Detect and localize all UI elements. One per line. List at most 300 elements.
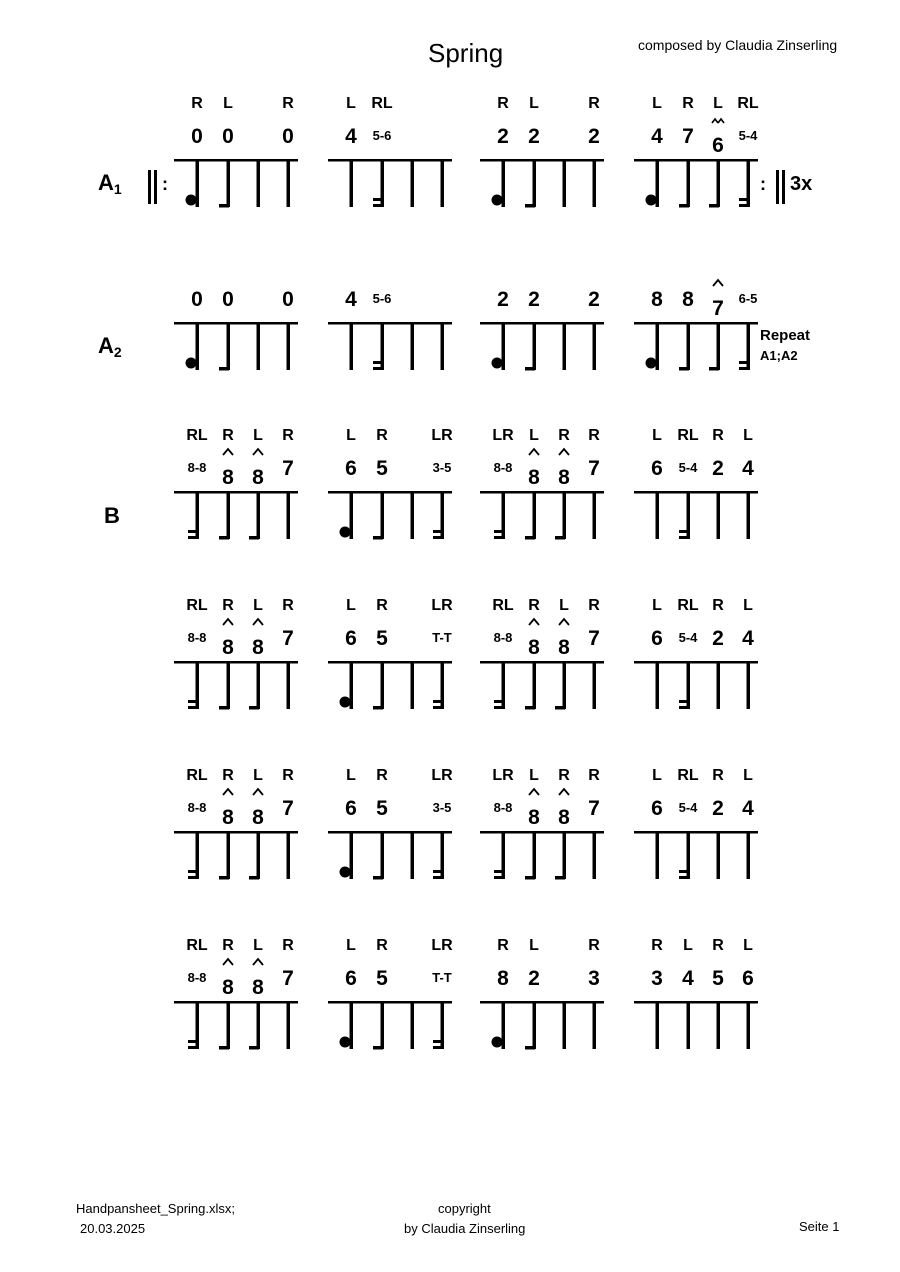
beat-stem xyxy=(411,161,415,207)
beat-hook xyxy=(555,876,565,880)
note-number: 5 xyxy=(376,797,388,820)
note-number: 2 xyxy=(528,288,540,311)
note-number: 3 xyxy=(651,967,663,990)
beam-line xyxy=(634,159,758,162)
repeat-colon: : xyxy=(162,174,168,194)
beat-hook xyxy=(525,706,535,710)
beat-hook xyxy=(433,700,443,703)
beat-hook xyxy=(219,367,229,371)
beat-stem xyxy=(563,324,567,370)
note-number: 7 xyxy=(282,457,294,480)
tone-dot xyxy=(340,697,351,708)
hand-label: R xyxy=(282,767,294,784)
hand-label: L xyxy=(529,937,539,954)
note-number: 0 xyxy=(191,288,203,311)
hand-label: L xyxy=(713,95,723,112)
beat-stem xyxy=(593,1003,597,1049)
beat-stem xyxy=(533,493,537,539)
hand-label: R xyxy=(376,427,388,444)
double-note: 3-5 xyxy=(432,800,452,815)
hand-label: R xyxy=(558,427,570,444)
hand-label: R xyxy=(222,937,234,954)
hand-label: L xyxy=(652,767,662,784)
note-number: 2 xyxy=(497,288,509,311)
beat-hook xyxy=(219,536,229,540)
beam-line xyxy=(328,322,452,325)
hand-label: R xyxy=(191,95,203,112)
beam-line xyxy=(634,661,758,664)
beam-line xyxy=(480,322,604,325)
note-number: 2 xyxy=(712,797,724,820)
beam-line xyxy=(634,1001,758,1004)
hand-label: R xyxy=(682,95,694,112)
hand-label: L xyxy=(529,95,539,112)
double-note: 5-6 xyxy=(372,291,392,306)
beat-stem xyxy=(687,161,691,207)
hand-label: L xyxy=(346,597,356,614)
double-note: 8-8 xyxy=(187,970,207,985)
beam-line xyxy=(174,831,298,834)
note-number: 3 xyxy=(588,967,600,990)
beat-hook xyxy=(433,870,443,873)
hand-label: RL xyxy=(186,937,208,954)
beat-hook xyxy=(219,706,229,710)
hand-label: LR xyxy=(492,767,514,784)
footer-copyright: copyright xyxy=(438,1201,491,1216)
accent-mark xyxy=(559,789,569,795)
footer-date: 20.03.2025 xyxy=(80,1221,146,1236)
accent-mark xyxy=(253,449,263,455)
hand-label: L xyxy=(743,767,753,784)
note-number: 0 xyxy=(282,288,294,311)
note-number: 8 xyxy=(252,976,264,999)
double-note: 8-8 xyxy=(187,800,207,815)
beat-stem xyxy=(593,663,597,709)
beat-stem xyxy=(563,1003,567,1049)
note-number: 7 xyxy=(712,297,724,320)
beat-hook xyxy=(494,706,504,709)
beat-hook xyxy=(555,536,565,540)
beat-stem xyxy=(287,161,291,207)
beat-hook xyxy=(494,536,504,539)
beat-hook xyxy=(494,876,504,879)
hand-label: R xyxy=(376,937,388,954)
note-number: 8 xyxy=(558,636,570,659)
repeat-note-line2: A1;A2 xyxy=(760,348,798,363)
beat-stem xyxy=(227,833,231,879)
note-number: 0 xyxy=(222,288,234,311)
beat-hook xyxy=(525,876,535,880)
beat-stem xyxy=(687,1003,691,1049)
tone-dot xyxy=(646,358,657,369)
hand-label: L xyxy=(346,95,356,112)
hand-label: L xyxy=(253,597,263,614)
beat-stem xyxy=(287,324,291,370)
hand-label: R xyxy=(712,597,724,614)
beat-hook xyxy=(249,706,259,710)
beat-stem xyxy=(350,324,354,370)
beat-hook xyxy=(219,876,229,880)
note-number: 5 xyxy=(712,967,724,990)
hand-label: RL xyxy=(677,597,699,614)
beat-stem xyxy=(593,833,597,879)
hand-label: L xyxy=(683,937,693,954)
beat-stem xyxy=(257,663,261,709)
hand-label: L xyxy=(652,597,662,614)
note-number: 8 xyxy=(528,636,540,659)
beat-stem xyxy=(533,324,537,370)
beat-stem xyxy=(533,833,537,879)
beat-hook xyxy=(739,204,749,207)
repeat-note-line1: Repeat xyxy=(760,327,811,344)
beat-hook xyxy=(249,536,259,540)
accent-mark xyxy=(253,789,263,795)
beat-stem xyxy=(717,493,721,539)
beam-line xyxy=(634,491,758,494)
beat-hook xyxy=(249,876,259,880)
note-number: 8 xyxy=(252,636,264,659)
hand-label: R xyxy=(712,427,724,444)
beat-hook xyxy=(709,204,719,208)
beat-hook xyxy=(739,367,749,370)
note-number: 0 xyxy=(282,125,294,148)
section-letter: A xyxy=(98,170,114,195)
beat-stem xyxy=(227,663,231,709)
note-number: 8 xyxy=(252,466,264,489)
beat-stem xyxy=(563,161,567,207)
beam-line xyxy=(328,159,452,162)
note-number: 0 xyxy=(191,125,203,148)
beat-hook xyxy=(433,706,443,709)
double-note: T-T xyxy=(432,970,452,985)
beat-hook xyxy=(525,1046,535,1050)
beat-stem xyxy=(411,1003,415,1049)
beat-hook xyxy=(494,530,504,533)
note-number: 7 xyxy=(588,797,600,820)
hand-label: R xyxy=(222,767,234,784)
note-number: 4 xyxy=(742,797,754,820)
hand-label: L xyxy=(253,427,263,444)
double-note: 8-8 xyxy=(493,630,513,645)
beat-hook xyxy=(433,876,443,879)
beat-hook xyxy=(188,876,198,879)
repeat-colon: : xyxy=(760,174,766,194)
note-number: 8 xyxy=(497,967,509,990)
double-note: 8-8 xyxy=(187,460,207,475)
beat-stem xyxy=(717,833,721,879)
note-number: 8 xyxy=(222,806,234,829)
note-number: 8 xyxy=(528,466,540,489)
hand-label: R xyxy=(222,427,234,444)
beam-line xyxy=(174,661,298,664)
note-number: 5 xyxy=(376,457,388,480)
beat-hook xyxy=(373,204,383,207)
beam-line xyxy=(480,159,604,162)
tone-dot xyxy=(492,1037,503,1048)
beat-stem xyxy=(381,493,385,539)
beat-stem xyxy=(381,1003,385,1049)
accent-mark xyxy=(529,449,539,455)
double-note: 6-5 xyxy=(738,291,758,306)
beat-stem xyxy=(411,833,415,879)
hand-label: R xyxy=(282,937,294,954)
beat-hook xyxy=(373,361,383,364)
hand-label: L xyxy=(743,937,753,954)
double-note: 8-8 xyxy=(493,460,513,475)
section-letter: B xyxy=(104,503,120,528)
beat-stem xyxy=(227,324,231,370)
beat-hook xyxy=(433,536,443,539)
accent-mark xyxy=(529,789,539,795)
section-letter: A xyxy=(98,333,114,358)
hand-label: R xyxy=(588,427,600,444)
beat-hook xyxy=(373,876,383,880)
beat-hook xyxy=(679,870,689,873)
beam-line xyxy=(328,661,452,664)
accent-mark xyxy=(713,280,723,286)
hand-label: R xyxy=(588,95,600,112)
note-number: 4 xyxy=(345,125,357,148)
accent-mark xyxy=(223,789,233,795)
accent-mark xyxy=(253,619,263,625)
beat-hook xyxy=(679,700,689,703)
double-note: 5-4 xyxy=(678,630,698,645)
beat-stem xyxy=(563,663,567,709)
beat-stem xyxy=(227,1003,231,1049)
beat-hook xyxy=(219,204,229,208)
beat-hook xyxy=(188,706,198,709)
hand-label: RL xyxy=(186,767,208,784)
beam-line xyxy=(174,322,298,325)
hand-label: R xyxy=(588,597,600,614)
note-number: 0 xyxy=(222,125,234,148)
accent-mark xyxy=(223,959,233,965)
note-number: 6 xyxy=(345,627,357,650)
note-number: 8 xyxy=(222,976,234,999)
hand-label: R xyxy=(651,937,663,954)
beat-stem xyxy=(717,161,721,207)
hand-label: RL xyxy=(371,95,393,112)
note-number: 7 xyxy=(588,627,600,650)
note-number: 4 xyxy=(682,967,694,990)
beat-hook xyxy=(433,1040,443,1043)
beat-hook xyxy=(525,204,535,208)
beat-stem xyxy=(593,493,597,539)
note-number: 2 xyxy=(528,967,540,990)
beat-hook xyxy=(249,1046,259,1050)
hand-label: R xyxy=(222,597,234,614)
beat-stem xyxy=(257,833,261,879)
beam-line xyxy=(480,491,604,494)
beam-line xyxy=(174,491,298,494)
note-number: 7 xyxy=(282,797,294,820)
beat-stem xyxy=(717,324,721,370)
hand-label: R xyxy=(528,597,540,614)
beat-stem xyxy=(381,833,385,879)
tone-dot xyxy=(492,195,503,206)
note-number: 2 xyxy=(588,125,600,148)
beam-line xyxy=(328,831,452,834)
hand-label: R xyxy=(558,767,570,784)
beam-line xyxy=(634,322,758,325)
beam-line xyxy=(174,1001,298,1004)
hand-label: L xyxy=(223,95,233,112)
hand-label: L xyxy=(559,597,569,614)
hand-label: L xyxy=(529,767,539,784)
beat-hook xyxy=(679,536,689,539)
hand-label: R xyxy=(588,767,600,784)
note-number: 8 xyxy=(222,636,234,659)
beat-hook xyxy=(525,367,535,371)
beat-stem xyxy=(656,663,660,709)
footer-file: Handpansheet_Spring.xlsx; xyxy=(76,1201,235,1216)
beat-hook xyxy=(188,536,198,539)
double-note: 5-4 xyxy=(738,128,758,143)
hand-label: L xyxy=(253,767,263,784)
hand-label: RL xyxy=(492,597,514,614)
beat-stem xyxy=(533,161,537,207)
beat-stem xyxy=(257,324,261,370)
hand-label: R xyxy=(282,597,294,614)
double-note: 5-4 xyxy=(678,460,698,475)
beat-stem xyxy=(533,663,537,709)
beat-stem xyxy=(257,493,261,539)
hand-label: RL xyxy=(677,427,699,444)
beat-stem xyxy=(747,663,751,709)
beat-stem xyxy=(411,663,415,709)
note-number: 5 xyxy=(376,627,388,650)
hand-label: R xyxy=(282,427,294,444)
note-number: 7 xyxy=(282,627,294,650)
beam-line xyxy=(328,1001,452,1004)
beat-hook xyxy=(433,530,443,533)
note-number: 6 xyxy=(345,457,357,480)
beat-hook xyxy=(219,1046,229,1050)
note-number: 4 xyxy=(742,627,754,650)
beat-stem xyxy=(227,493,231,539)
note-number: 2 xyxy=(712,457,724,480)
note-number: 8 xyxy=(651,288,663,311)
page-title: Spring xyxy=(428,38,504,68)
note-number: 2 xyxy=(712,627,724,650)
hand-label: L xyxy=(743,427,753,444)
double-note: T-T xyxy=(432,630,452,645)
hand-label: LR xyxy=(431,937,453,954)
note-number: 2 xyxy=(497,125,509,148)
beat-hook xyxy=(373,1046,383,1050)
double-note: 3-5 xyxy=(432,460,452,475)
note-number: 7 xyxy=(682,125,694,148)
note-number: 2 xyxy=(528,125,540,148)
beat-stem xyxy=(593,161,597,207)
double-note: 8-8 xyxy=(493,800,513,815)
beat-hook xyxy=(739,361,749,364)
accent-mark xyxy=(223,619,233,625)
beat-hook xyxy=(188,870,198,873)
note-number: 7 xyxy=(588,457,600,480)
section-subscript: 2 xyxy=(113,344,122,360)
accent-mark xyxy=(559,449,569,455)
beat-stem xyxy=(717,1003,721,1049)
footer-copyright-owner: by Claudia Zinserling xyxy=(404,1221,526,1236)
beat-hook xyxy=(679,876,689,879)
beat-stem xyxy=(287,493,291,539)
note-number: 6 xyxy=(651,797,663,820)
note-number: 8 xyxy=(558,466,570,489)
beam-line xyxy=(480,661,604,664)
hand-label: R xyxy=(282,95,294,112)
note-number: 8 xyxy=(558,806,570,829)
section-subscript: 1 xyxy=(113,181,122,197)
beat-stem xyxy=(411,324,415,370)
beam-line xyxy=(480,831,604,834)
hand-label: R xyxy=(497,937,509,954)
hand-label: RL xyxy=(186,597,208,614)
beat-hook xyxy=(525,536,535,540)
beat-stem xyxy=(656,1003,660,1049)
beat-stem xyxy=(257,161,261,207)
tone-dot xyxy=(186,358,197,369)
tone-dot xyxy=(186,195,197,206)
accent-mark xyxy=(712,119,724,123)
note-number: 8 xyxy=(682,288,694,311)
beat-hook xyxy=(188,700,198,703)
hand-label: R xyxy=(497,95,509,112)
beat-hook xyxy=(494,870,504,873)
repeat-start-sign xyxy=(148,170,168,204)
beat-hook xyxy=(188,1040,198,1043)
beat-stem xyxy=(381,663,385,709)
repeat-end-sign xyxy=(760,170,812,204)
hand-label: L xyxy=(652,427,662,444)
beat-hook xyxy=(373,536,383,540)
note-number: 4 xyxy=(651,125,663,148)
beat-stem xyxy=(717,663,721,709)
beam-line xyxy=(328,491,452,494)
note-number: 8 xyxy=(222,466,234,489)
beam-line xyxy=(174,159,298,162)
hand-label: L xyxy=(346,767,356,784)
beat-stem xyxy=(350,161,354,207)
beat-hook xyxy=(373,198,383,201)
hand-label: L xyxy=(652,95,662,112)
double-note: 5-6 xyxy=(372,128,392,143)
hand-label: R xyxy=(712,767,724,784)
hand-label: RL xyxy=(737,95,759,112)
note-number: 4 xyxy=(742,457,754,480)
beat-hook xyxy=(188,530,198,533)
note-number: 6 xyxy=(651,627,663,650)
composer-credit: composed by Claudia Zinserling xyxy=(638,37,838,53)
accent-mark xyxy=(529,619,539,625)
double-note: 8-8 xyxy=(187,630,207,645)
hand-label: L xyxy=(346,427,356,444)
note-number: 6 xyxy=(712,134,724,157)
beat-hook xyxy=(679,367,689,371)
beat-stem xyxy=(287,663,291,709)
hand-label: LR xyxy=(431,427,453,444)
hand-label: LR xyxy=(431,767,453,784)
beat-stem xyxy=(563,493,567,539)
note-number: 6 xyxy=(345,967,357,990)
beat-hook xyxy=(679,706,689,709)
beat-stem xyxy=(747,1003,751,1049)
accent-mark xyxy=(223,449,233,455)
tone-dot xyxy=(340,527,351,538)
beat-stem xyxy=(687,324,691,370)
beat-stem xyxy=(227,161,231,207)
note-number: 5 xyxy=(376,967,388,990)
